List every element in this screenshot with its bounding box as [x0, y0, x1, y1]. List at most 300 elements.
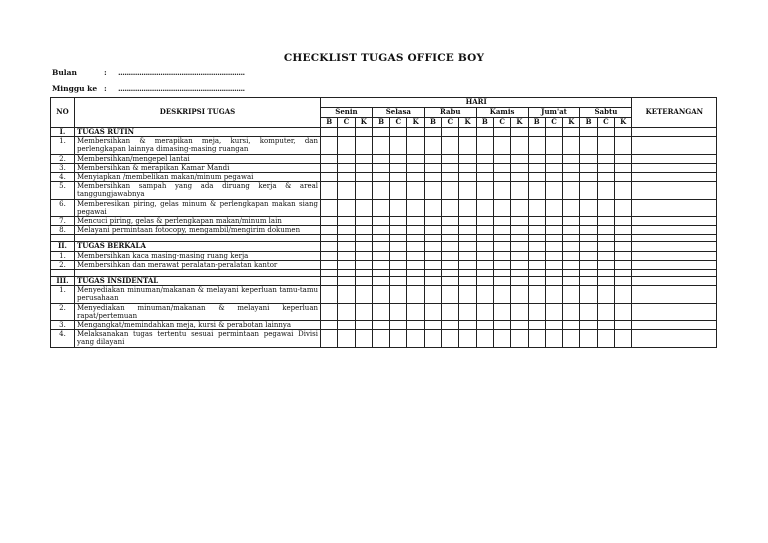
check-cell[interactable] [355, 270, 372, 277]
check-cell[interactable] [424, 154, 441, 163]
check-cell[interactable] [493, 226, 510, 235]
check-cell[interactable] [476, 199, 493, 216]
check-cell[interactable] [424, 330, 441, 347]
check-cell[interactable] [580, 277, 597, 286]
keterangan-cell[interactable] [632, 173, 717, 182]
check-cell[interactable] [442, 154, 459, 163]
check-cell[interactable] [493, 270, 510, 277]
check-cell[interactable] [528, 154, 545, 163]
check-cell[interactable] [511, 330, 528, 347]
check-cell[interactable] [597, 137, 614, 154]
check-cell[interactable] [407, 270, 424, 277]
check-cell[interactable] [528, 303, 545, 320]
check-cell[interactable] [390, 173, 407, 182]
check-cell[interactable] [424, 217, 441, 226]
check-cell[interactable] [545, 137, 562, 154]
check-cell[interactable] [563, 260, 580, 269]
check-cell[interactable] [338, 137, 355, 154]
check-cell[interactable] [338, 217, 355, 226]
check-cell[interactable] [338, 286, 355, 303]
check-cell[interactable] [390, 277, 407, 286]
check-cell[interactable] [493, 182, 510, 199]
check-cell[interactable] [321, 217, 338, 226]
check-cell[interactable] [545, 251, 562, 260]
check-cell[interactable] [459, 321, 476, 330]
check-cell[interactable] [321, 277, 338, 286]
check-cell[interactable] [563, 286, 580, 303]
check-cell[interactable] [597, 182, 614, 199]
keterangan-cell[interactable] [632, 286, 717, 303]
check-cell[interactable] [493, 277, 510, 286]
check-cell[interactable] [321, 286, 338, 303]
check-cell[interactable] [372, 163, 389, 172]
check-cell[interactable] [338, 270, 355, 277]
check-cell[interactable] [372, 286, 389, 303]
check-cell[interactable] [442, 270, 459, 277]
check-cell[interactable] [580, 199, 597, 216]
check-cell[interactable] [355, 330, 372, 347]
check-cell[interactable] [597, 321, 614, 330]
check-cell[interactable] [390, 199, 407, 216]
check-cell[interactable] [580, 303, 597, 320]
check-cell[interactable] [528, 260, 545, 269]
check-cell[interactable] [545, 270, 562, 277]
check-cell[interactable] [338, 251, 355, 260]
check-cell[interactable] [321, 182, 338, 199]
check-cell[interactable] [580, 235, 597, 242]
check-cell[interactable] [563, 182, 580, 199]
check-cell[interactable] [528, 137, 545, 154]
check-cell[interactable] [338, 128, 355, 137]
check-cell[interactable] [338, 321, 355, 330]
check-cell[interactable] [372, 270, 389, 277]
check-cell[interactable] [442, 199, 459, 216]
check-cell[interactable] [476, 226, 493, 235]
check-cell[interactable] [442, 163, 459, 172]
check-cell[interactable] [597, 277, 614, 286]
check-cell[interactable] [355, 163, 372, 172]
check-cell[interactable] [321, 128, 338, 137]
check-cell[interactable] [563, 251, 580, 260]
check-cell[interactable] [580, 270, 597, 277]
check-cell[interactable] [545, 163, 562, 172]
check-cell[interactable] [528, 286, 545, 303]
check-cell[interactable] [321, 154, 338, 163]
check-cell[interactable] [424, 260, 441, 269]
check-cell[interactable] [390, 260, 407, 269]
check-cell[interactable] [476, 182, 493, 199]
check-cell[interactable] [580, 226, 597, 235]
check-cell[interactable] [511, 277, 528, 286]
check-cell[interactable] [459, 242, 476, 251]
check-cell[interactable] [563, 303, 580, 320]
keterangan-cell[interactable] [632, 199, 717, 216]
check-cell[interactable] [615, 217, 632, 226]
check-cell[interactable] [511, 242, 528, 251]
check-cell[interactable] [355, 242, 372, 251]
check-cell[interactable] [528, 235, 545, 242]
check-cell[interactable] [407, 235, 424, 242]
check-cell[interactable] [424, 226, 441, 235]
check-cell[interactable] [355, 182, 372, 199]
check-cell[interactable] [442, 330, 459, 347]
check-cell[interactable] [511, 303, 528, 320]
check-cell[interactable] [321, 235, 338, 242]
keterangan-cell[interactable] [632, 303, 717, 320]
check-cell[interactable] [493, 137, 510, 154]
check-cell[interactable] [493, 330, 510, 347]
check-cell[interactable] [407, 163, 424, 172]
check-cell[interactable] [321, 321, 338, 330]
check-cell[interactable] [321, 303, 338, 320]
check-cell[interactable] [580, 137, 597, 154]
check-cell[interactable] [597, 163, 614, 172]
check-cell[interactable] [597, 242, 614, 251]
check-cell[interactable] [511, 251, 528, 260]
check-cell[interactable] [338, 260, 355, 269]
check-cell[interactable] [528, 163, 545, 172]
keterangan-cell[interactable] [632, 251, 717, 260]
check-cell[interactable] [442, 321, 459, 330]
keterangan-cell[interactable] [632, 217, 717, 226]
check-cell[interactable] [615, 251, 632, 260]
check-cell[interactable] [597, 260, 614, 269]
check-cell[interactable] [338, 303, 355, 320]
check-cell[interactable] [321, 199, 338, 216]
check-cell[interactable] [528, 242, 545, 251]
check-cell[interactable] [355, 173, 372, 182]
check-cell[interactable] [407, 217, 424, 226]
check-cell[interactable] [407, 286, 424, 303]
check-cell[interactable] [372, 251, 389, 260]
check-cell[interactable] [493, 286, 510, 303]
check-cell[interactable] [390, 217, 407, 226]
check-cell[interactable] [407, 128, 424, 137]
check-cell[interactable] [407, 303, 424, 320]
check-cell[interactable] [407, 242, 424, 251]
check-cell[interactable] [615, 303, 632, 320]
check-cell[interactable] [615, 199, 632, 216]
check-cell[interactable] [424, 182, 441, 199]
check-cell[interactable] [476, 173, 493, 182]
check-cell[interactable] [424, 321, 441, 330]
check-cell[interactable] [597, 235, 614, 242]
check-cell[interactable] [580, 321, 597, 330]
keterangan-cell[interactable] [632, 235, 717, 242]
check-cell[interactable] [390, 137, 407, 154]
check-cell[interactable] [493, 217, 510, 226]
check-cell[interactable] [321, 173, 338, 182]
check-cell[interactable] [476, 303, 493, 320]
check-cell[interactable] [424, 163, 441, 172]
check-cell[interactable] [390, 330, 407, 347]
check-cell[interactable] [563, 154, 580, 163]
check-cell[interactable] [476, 330, 493, 347]
check-cell[interactable] [407, 251, 424, 260]
check-cell[interactable] [407, 330, 424, 347]
keterangan-cell[interactable] [632, 277, 717, 286]
check-cell[interactable] [511, 217, 528, 226]
check-cell[interactable] [338, 163, 355, 172]
check-cell[interactable] [580, 251, 597, 260]
check-cell[interactable] [355, 199, 372, 216]
check-cell[interactable] [511, 128, 528, 137]
check-cell[interactable] [476, 251, 493, 260]
check-cell[interactable] [511, 154, 528, 163]
check-cell[interactable] [407, 199, 424, 216]
check-cell[interactable] [442, 226, 459, 235]
check-cell[interactable] [390, 251, 407, 260]
check-cell[interactable] [442, 128, 459, 137]
check-cell[interactable] [372, 235, 389, 242]
check-cell[interactable] [390, 286, 407, 303]
check-cell[interactable] [372, 330, 389, 347]
keterangan-cell[interactable] [632, 321, 717, 330]
check-cell[interactable] [442, 277, 459, 286]
check-cell[interactable] [459, 303, 476, 320]
check-cell[interactable] [459, 235, 476, 242]
check-cell[interactable] [355, 321, 372, 330]
check-cell[interactable] [580, 173, 597, 182]
check-cell[interactable] [407, 137, 424, 154]
check-cell[interactable] [615, 226, 632, 235]
check-cell[interactable] [511, 260, 528, 269]
check-cell[interactable] [390, 235, 407, 242]
keterangan-cell[interactable] [632, 137, 717, 154]
check-cell[interactable] [424, 128, 441, 137]
check-cell[interactable] [321, 270, 338, 277]
check-cell[interactable] [528, 226, 545, 235]
check-cell[interactable] [459, 163, 476, 172]
check-cell[interactable] [424, 277, 441, 286]
check-cell[interactable] [511, 286, 528, 303]
check-cell[interactable] [390, 182, 407, 199]
check-cell[interactable] [476, 321, 493, 330]
check-cell[interactable] [424, 235, 441, 242]
check-cell[interactable] [597, 330, 614, 347]
check-cell[interactable] [476, 154, 493, 163]
check-cell[interactable] [597, 154, 614, 163]
check-cell[interactable] [372, 321, 389, 330]
check-cell[interactable] [476, 260, 493, 269]
keterangan-cell[interactable] [632, 330, 717, 347]
check-cell[interactable] [390, 163, 407, 172]
check-cell[interactable] [372, 137, 389, 154]
check-cell[interactable] [355, 277, 372, 286]
check-cell[interactable] [597, 286, 614, 303]
check-cell[interactable] [355, 251, 372, 260]
check-cell[interactable] [442, 235, 459, 242]
check-cell[interactable] [424, 199, 441, 216]
check-cell[interactable] [459, 154, 476, 163]
check-cell[interactable] [476, 235, 493, 242]
check-cell[interactable] [511, 137, 528, 154]
check-cell[interactable] [321, 163, 338, 172]
check-cell[interactable] [597, 199, 614, 216]
check-cell[interactable] [372, 173, 389, 182]
check-cell[interactable] [493, 235, 510, 242]
check-cell[interactable] [597, 251, 614, 260]
check-cell[interactable] [580, 154, 597, 163]
check-cell[interactable] [372, 260, 389, 269]
check-cell[interactable] [321, 137, 338, 154]
check-cell[interactable] [615, 242, 632, 251]
check-cell[interactable] [615, 182, 632, 199]
check-cell[interactable] [615, 154, 632, 163]
check-cell[interactable] [615, 235, 632, 242]
check-cell[interactable] [528, 217, 545, 226]
check-cell[interactable] [476, 270, 493, 277]
check-cell[interactable] [442, 242, 459, 251]
check-cell[interactable] [615, 137, 632, 154]
check-cell[interactable] [355, 128, 372, 137]
check-cell[interactable] [424, 303, 441, 320]
check-cell[interactable] [321, 330, 338, 347]
check-cell[interactable] [407, 260, 424, 269]
check-cell[interactable] [476, 286, 493, 303]
check-cell[interactable] [459, 277, 476, 286]
check-cell[interactable] [459, 251, 476, 260]
check-cell[interactable] [476, 277, 493, 286]
check-cell[interactable] [563, 242, 580, 251]
check-cell[interactable] [355, 303, 372, 320]
check-cell[interactable] [528, 199, 545, 216]
check-cell[interactable] [355, 286, 372, 303]
check-cell[interactable] [459, 199, 476, 216]
check-cell[interactable] [459, 260, 476, 269]
check-cell[interactable] [338, 199, 355, 216]
check-cell[interactable] [338, 154, 355, 163]
check-cell[interactable] [407, 321, 424, 330]
check-cell[interactable] [528, 277, 545, 286]
check-cell[interactable] [476, 163, 493, 172]
check-cell[interactable] [424, 286, 441, 303]
check-cell[interactable] [545, 286, 562, 303]
check-cell[interactable] [493, 260, 510, 269]
check-cell[interactable] [424, 137, 441, 154]
check-cell[interactable] [476, 217, 493, 226]
check-cell[interactable] [615, 321, 632, 330]
check-cell[interactable] [390, 242, 407, 251]
check-cell[interactable] [476, 242, 493, 251]
check-cell[interactable] [459, 137, 476, 154]
check-cell[interactable] [372, 199, 389, 216]
check-cell[interactable] [563, 226, 580, 235]
check-cell[interactable] [390, 154, 407, 163]
keterangan-cell[interactable] [632, 270, 717, 277]
check-cell[interactable] [580, 128, 597, 137]
check-cell[interactable] [615, 286, 632, 303]
check-cell[interactable] [476, 128, 493, 137]
check-cell[interactable] [597, 128, 614, 137]
check-cell[interactable] [372, 182, 389, 199]
check-cell[interactable] [338, 330, 355, 347]
keterangan-cell[interactable] [632, 128, 717, 137]
check-cell[interactable] [545, 303, 562, 320]
keterangan-cell[interactable] [632, 154, 717, 163]
check-cell[interactable] [407, 173, 424, 182]
check-cell[interactable] [407, 154, 424, 163]
check-cell[interactable] [511, 235, 528, 242]
check-cell[interactable] [321, 226, 338, 235]
check-cell[interactable] [355, 226, 372, 235]
check-cell[interactable] [493, 128, 510, 137]
keterangan-cell[interactable] [632, 242, 717, 251]
check-cell[interactable] [528, 173, 545, 182]
check-cell[interactable] [545, 154, 562, 163]
keterangan-cell[interactable] [632, 182, 717, 199]
check-cell[interactable] [390, 128, 407, 137]
check-cell[interactable] [372, 226, 389, 235]
check-cell[interactable] [493, 163, 510, 172]
check-cell[interactable] [511, 182, 528, 199]
check-cell[interactable] [372, 217, 389, 226]
check-cell[interactable] [476, 137, 493, 154]
check-cell[interactable] [615, 277, 632, 286]
check-cell[interactable] [563, 235, 580, 242]
check-cell[interactable] [390, 303, 407, 320]
check-cell[interactable] [355, 217, 372, 226]
check-cell[interactable] [545, 128, 562, 137]
check-cell[interactable] [511, 226, 528, 235]
check-cell[interactable] [493, 242, 510, 251]
check-cell[interactable] [459, 286, 476, 303]
check-cell[interactable] [580, 330, 597, 347]
check-cell[interactable] [545, 277, 562, 286]
check-cell[interactable] [511, 321, 528, 330]
check-cell[interactable] [563, 277, 580, 286]
check-cell[interactable] [545, 173, 562, 182]
check-cell[interactable] [355, 154, 372, 163]
check-cell[interactable] [545, 235, 562, 242]
check-cell[interactable] [563, 173, 580, 182]
check-cell[interactable] [338, 277, 355, 286]
check-cell[interactable] [442, 251, 459, 260]
check-cell[interactable] [615, 128, 632, 137]
check-cell[interactable] [545, 242, 562, 251]
check-cell[interactable] [545, 321, 562, 330]
check-cell[interactable] [459, 182, 476, 199]
check-cell[interactable] [545, 182, 562, 199]
check-cell[interactable] [597, 303, 614, 320]
keterangan-cell[interactable] [632, 260, 717, 269]
check-cell[interactable] [580, 217, 597, 226]
check-cell[interactable] [528, 321, 545, 330]
check-cell[interactable] [459, 217, 476, 226]
check-cell[interactable] [528, 128, 545, 137]
check-cell[interactable] [511, 270, 528, 277]
check-cell[interactable] [563, 321, 580, 330]
check-cell[interactable] [493, 251, 510, 260]
check-cell[interactable] [511, 163, 528, 172]
check-cell[interactable] [615, 163, 632, 172]
check-cell[interactable] [493, 303, 510, 320]
check-cell[interactable] [407, 277, 424, 286]
check-cell[interactable] [580, 163, 597, 172]
check-cell[interactable] [597, 226, 614, 235]
check-cell[interactable] [372, 154, 389, 163]
check-cell[interactable] [563, 128, 580, 137]
check-cell[interactable] [580, 286, 597, 303]
keterangan-cell[interactable] [632, 226, 717, 235]
check-cell[interactable] [580, 182, 597, 199]
check-cell[interactable] [563, 199, 580, 216]
check-cell[interactable] [528, 251, 545, 260]
check-cell[interactable] [511, 173, 528, 182]
check-cell[interactable] [493, 321, 510, 330]
check-cell[interactable] [615, 173, 632, 182]
check-cell[interactable] [545, 217, 562, 226]
